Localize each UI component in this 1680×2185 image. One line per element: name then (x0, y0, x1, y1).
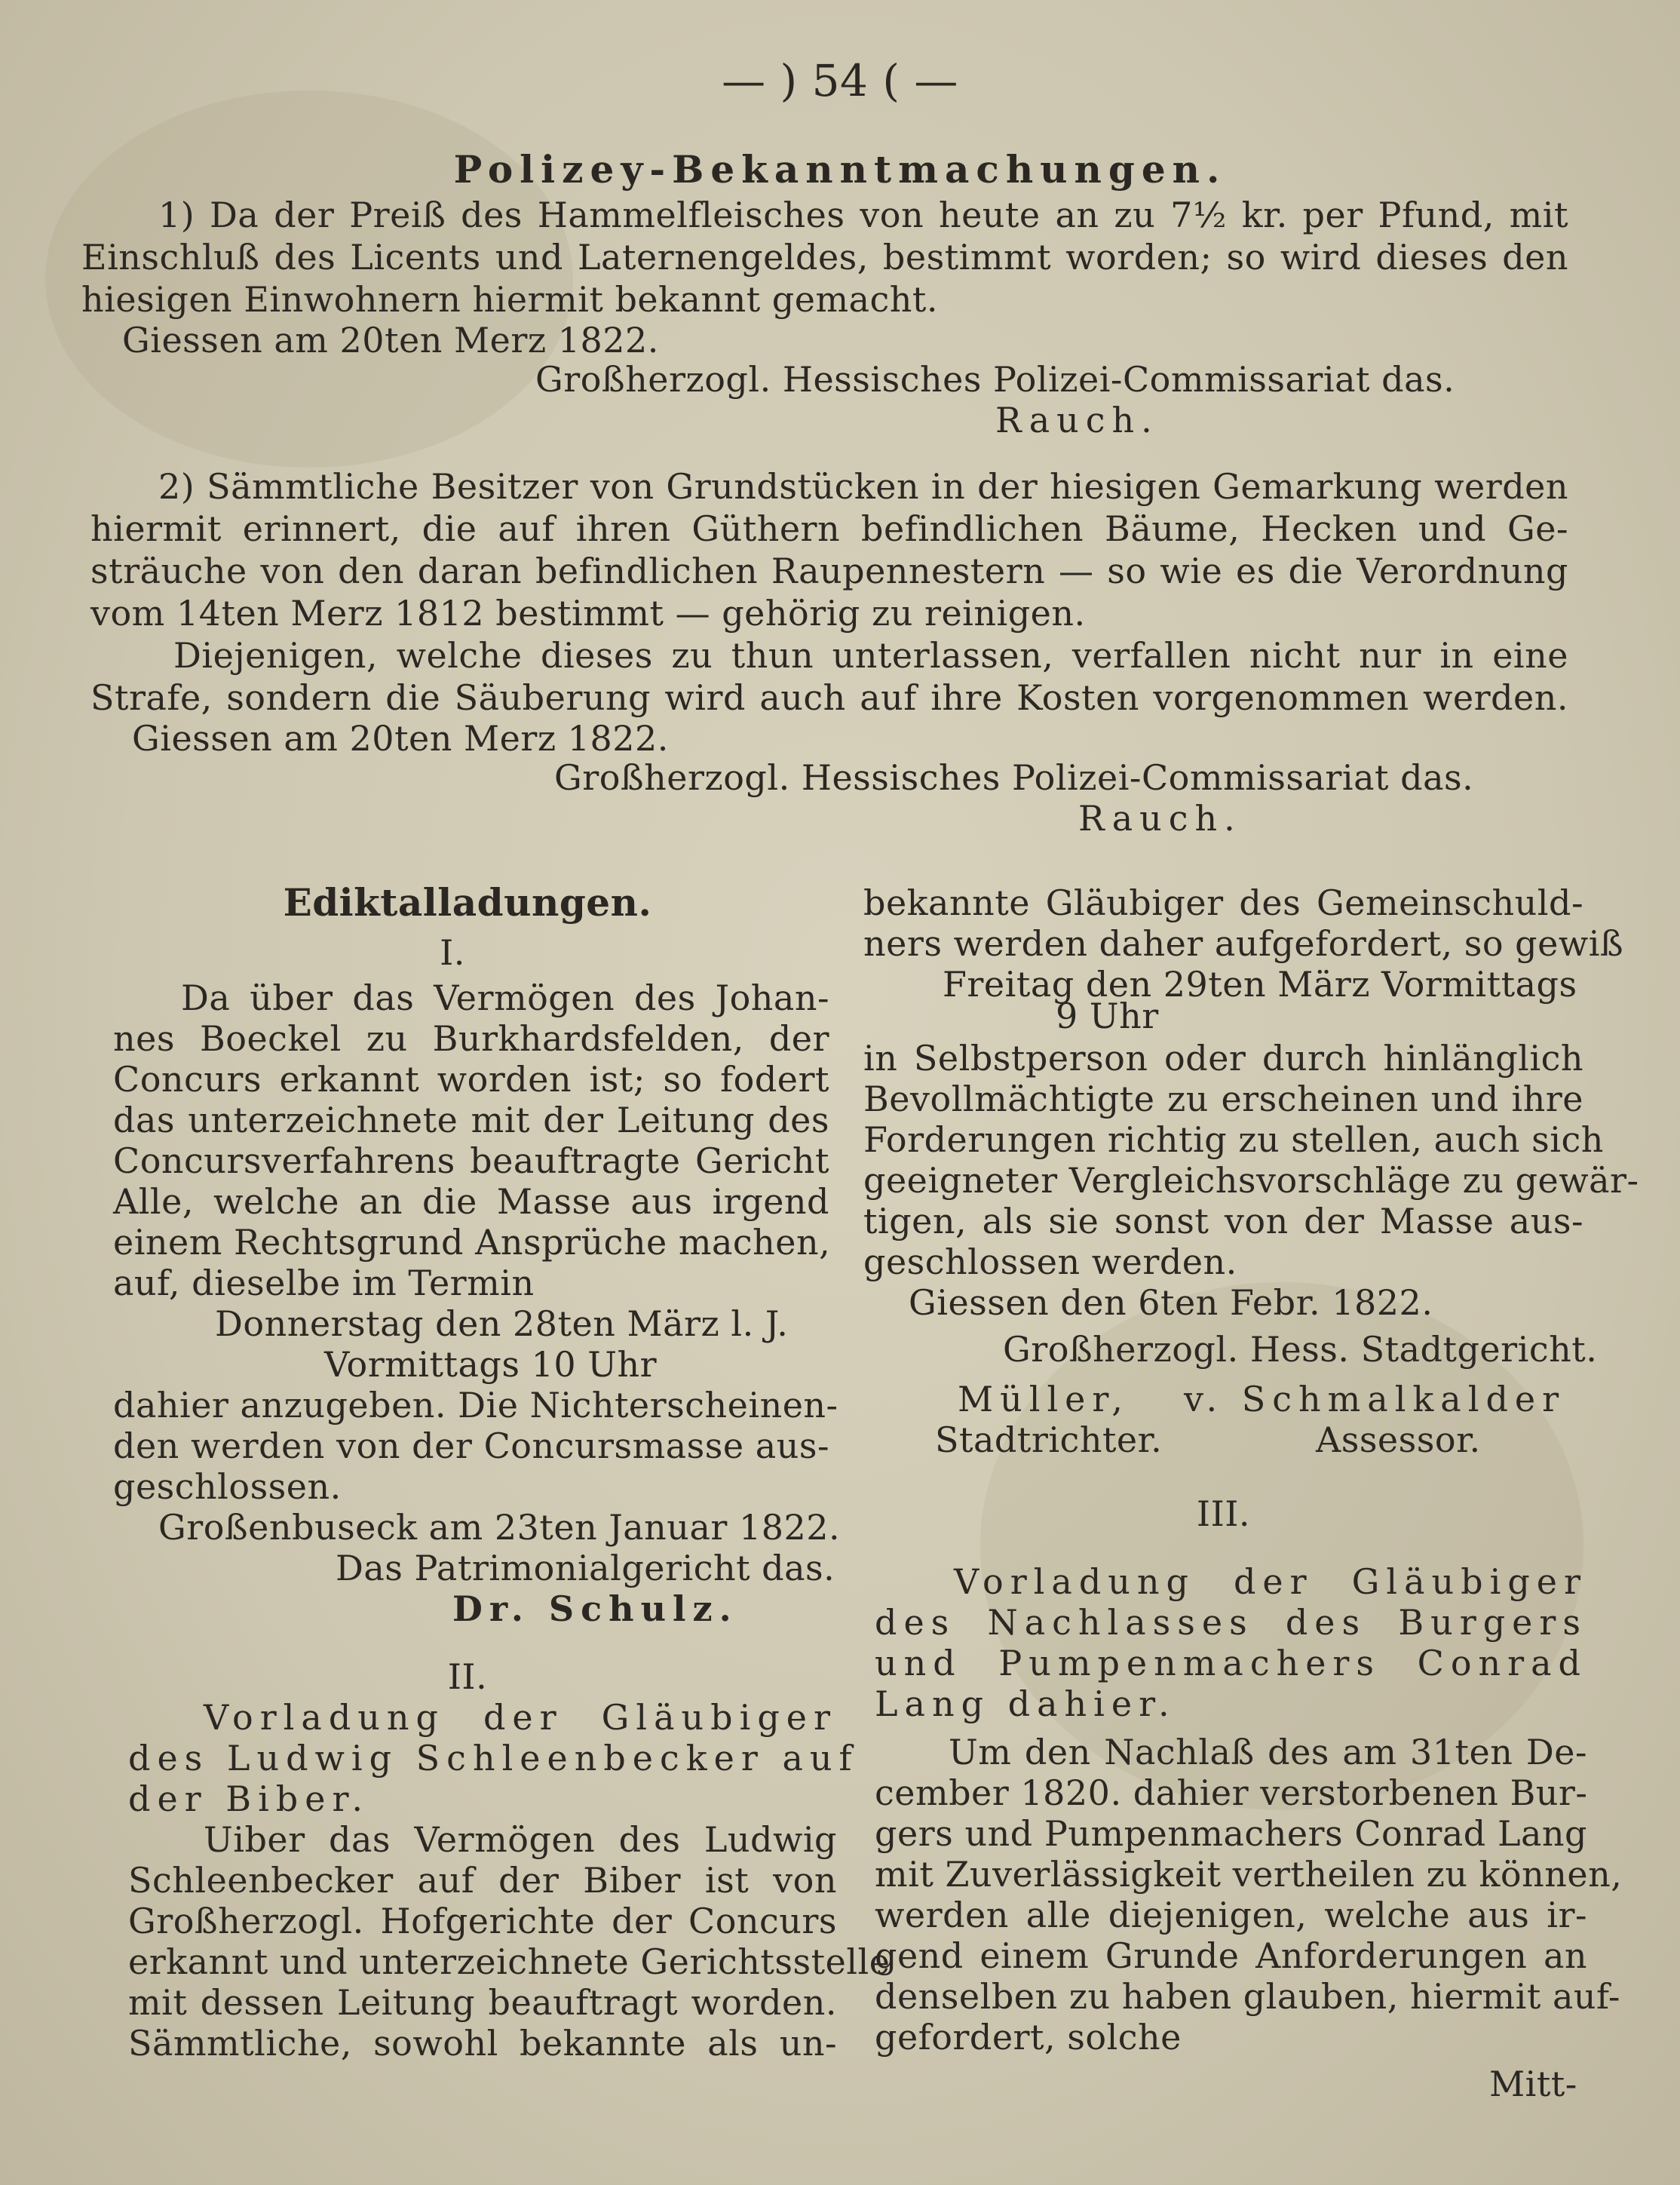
part-2-line: Sämmtliche, sowohl bekannte als un- (128, 2023, 837, 2064)
notice-2-line: sträuche von den daran befindlichen Raupennestern — so wie es die Verordnung (90, 551, 1568, 591)
part-2-line: Uiber das Vermögen des Ludwig (204, 1819, 837, 1860)
notice-2-authority: Großherzogl. Hessisches Polizei-Commissariat das. (554, 757, 1474, 798)
notice-1-line: hiesigen Einwohnern hiermit bekannt gemacht. (81, 279, 939, 320)
part-2-term-day: Freitag den 29ten März Vormittags (943, 964, 1577, 1005)
part-3-line: mit Zuverlässigkeit vertheilen zu können, (875, 1854, 1623, 1895)
notice-2-date: Giessen am 20ten Merz 1822. (132, 718, 669, 759)
notice-2-line: Diejenigen, welche dieses zu thun unterlassen, verfallen nicht nur in eine (173, 635, 1568, 676)
page-number: — ) 54 ( — (722, 55, 958, 106)
part-2-term-time: 9 Uhr (1056, 996, 1159, 1036)
part-3-line: gend einem Grunde Anforderungen an (875, 1935, 1587, 1976)
part-1-line: Alle, welche an die Masse aus irgend (113, 1181, 829, 1222)
part-2-cont-line: in Selbstperson oder durch hinlänglich (863, 1038, 1583, 1079)
part-2-heading-line: des Ludwig Schleenbecker auf (128, 1738, 859, 1778)
part-2-cont-line: tigen, als sie sonst von der Masse aus- (863, 1201, 1583, 1241)
notice-1-authority: Großherzogl. Hessisches Polizei-Commissariat das. (535, 359, 1455, 400)
part-2-authority: Großherzogl. Hess. Stadtgericht. (1003, 1329, 1598, 1370)
part-2-line: mit dessen Leitung beauftragt worden. (128, 1982, 837, 2023)
part-1-date: Großenbuseck am 23ten Januar 1822. (158, 1507, 841, 1548)
section-title-edikt: Ediktalladungen. (283, 880, 652, 925)
part-2-cont-line: Bevollmächtigte zu erscheinen und ihre (863, 1079, 1583, 1119)
part-2-cont-line: ners werden daher aufgefordert, so gewiß (863, 923, 1624, 964)
part-2-role-right: Assessor. (1316, 1419, 1481, 1460)
part-1-line: geschlossen. (113, 1466, 342, 1507)
part-2-cont-line: bekannte Gläubiger des Gemeinschuld- (863, 882, 1583, 923)
part-3-line: werden alle diejenigen, welche aus ir- (875, 1895, 1587, 1935)
part-3-line: gefordert, solche (875, 2017, 1182, 2058)
part-3-heading-line: und Pumpenmachers Conrad (875, 1643, 1587, 1683)
part-2-cont-line: Forderungen richtig zu stellen, auch sich (863, 1119, 1604, 1160)
notice-2-signature: Rauch. (1078, 798, 1242, 839)
part-2-line: Schleenbecker auf der Biber ist von (128, 1860, 837, 1901)
part-2-sign-left: Müller, (958, 1379, 1130, 1419)
part-3-heading-line: Vorladung der Gläubiger (954, 1561, 1587, 1602)
notice-1-date: Giessen am 20ten Merz 1822. (122, 320, 659, 361)
part-1-line: Concursverfahrens beauftragte Gericht (113, 1140, 829, 1181)
part-1-line: einem Rechtsgrund Ansprüche machen, (113, 1222, 831, 1263)
part-1-line: nes Boeckel zu Burkhardsfelden, der (113, 1018, 829, 1059)
part-1-numeral: I. (440, 932, 465, 973)
part-3-line: Um den Nachlaß des am 31ten De- (949, 1732, 1587, 1772)
notice-1-line: 1) Da der Preiß des Hammelfleisches von heute an zu 7½ kr. per Pfund, mit (158, 195, 1568, 235)
part-1-authority: Das Patrimonialgericht das. (336, 1548, 835, 1588)
part-2-date: Giessen den 6ten Febr. 1822. (909, 1282, 1433, 1323)
part-1-signature: Dr. Schulz. (452, 1588, 738, 1629)
notice-2-line: Strafe, sondern die Säuberung wird auch auf ihre Kosten vorgenommen werden. (90, 677, 1568, 718)
part-1-line: auf, dieselbe im Termin (113, 1263, 535, 1303)
part-2-cont-line: geschlossen werden. (863, 1241, 1237, 1282)
notice-2-line: 2) Sämmtliche Besitzer von Grundstücken in der hiesigen Gemarkung werden (158, 466, 1568, 507)
part-1-line: dahier anzugeben. Die Nichterscheinen- (113, 1385, 838, 1425)
part-1-line: das unterzeichnete mit der Leitung des (113, 1100, 829, 1140)
part-1-term-day: Donnerstag den 28ten März l. J. (215, 1303, 789, 1344)
section-title-polizey: Polizey-Bekanntmachungen. (453, 147, 1227, 192)
part-3-heading-line: des Nachlasses des Burgers (875, 1602, 1587, 1643)
part-2-heading-line: Vorladung der Gläubiger (204, 1697, 837, 1738)
notice-2-line: hiermit erinnert, die auf ihren Güthern befindlichen Bäume, Hecken und Ge- (90, 508, 1568, 549)
notice-1-line: Einschluß des Licents und Laternengeldes, bestimmt worden; so wird dieses den (81, 237, 1568, 278)
part-1-line: den werden von der Concursmasse aus- (113, 1425, 829, 1466)
part-2-numeral: II. (447, 1656, 488, 1697)
part-3-line: gers und Pumpenmachers Conrad Lang (875, 1813, 1587, 1854)
part-2-cont-line: geeigneter Vergleichsvorschläge zu gewär- (863, 1160, 1639, 1201)
part-1-term-time: Vormittags 10 Uhr (324, 1344, 658, 1385)
part-3-line: cember 1820. dahier verstorbenen Bur- (875, 1772, 1588, 1813)
part-1-line: Concurs erkannt worden ist; so fodert (113, 1059, 829, 1100)
notice-1-signature: Rauch. (995, 400, 1159, 440)
part-3-line: denselben zu haben glauben, hiermit auf- (875, 1976, 1620, 2017)
part-2-line: Großherzogl. Hofgerichte der Concurs (128, 1901, 837, 1941)
part-3-heading-line: Lang dahier. (875, 1683, 1176, 1724)
notice-2-line: vom 14ten Merz 1812 bestimmt — gehörig zu reinigen. (90, 593, 1086, 634)
part-1-line: Da über das Vermögen des Johan- (181, 977, 829, 1018)
part-2-sign-right: v. Schmalkalder (1184, 1379, 1566, 1419)
part-3-numeral: III. (1196, 1493, 1251, 1534)
catchword: Mitt- (1489, 2064, 1577, 2104)
part-2-line: erkannt und unterzeichnete Gerichtsstelle (128, 1941, 891, 1982)
part-2-heading-line: der Biber. (128, 1778, 370, 1819)
part-2-role-left: Stadtrichter. (935, 1419, 1163, 1460)
